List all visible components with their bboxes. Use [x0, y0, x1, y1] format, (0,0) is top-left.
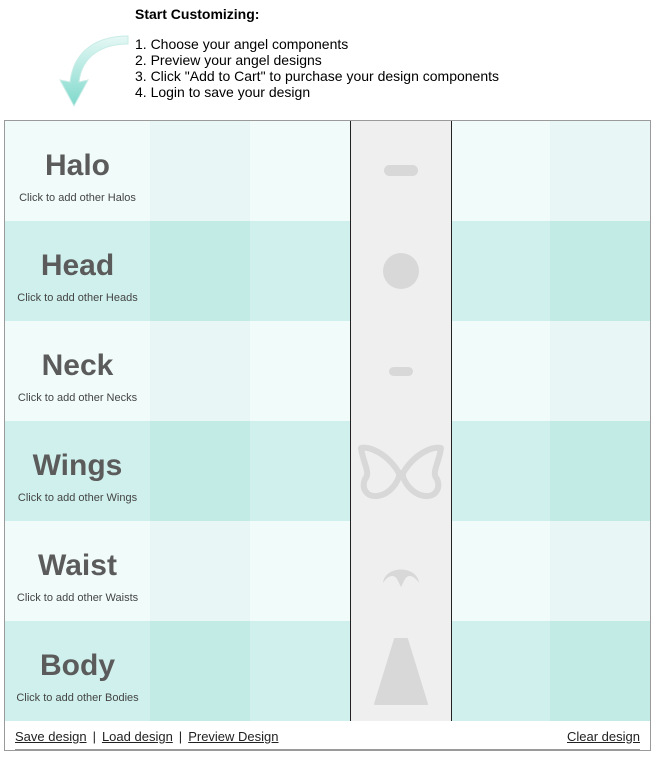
- component-add-link[interactable]: Click to add other Waists: [16, 592, 139, 604]
- instruction-steps: [135, 36, 499, 100]
- option-slot[interactable]: [150, 621, 250, 721]
- option-slot[interactable]: [550, 521, 650, 621]
- component-title: Body: [40, 649, 115, 682]
- component-row-waist: [5, 521, 650, 621]
- component-title: Wings: [32, 449, 123, 482]
- waist-icon: [383, 570, 419, 588]
- preview-design-link[interactable]: Preview Design: [188, 729, 279, 744]
- option-slot[interactable]: [550, 621, 650, 721]
- neck-icon: [389, 367, 413, 376]
- option-slot[interactable]: [150, 421, 250, 521]
- component-add-link[interactable]: Click to add other Bodies: [16, 692, 139, 704]
- builder-footer: [5, 721, 650, 750]
- component-title: Head: [40, 249, 115, 282]
- curved-arrow-icon: [52, 30, 132, 110]
- divider: [15, 749, 640, 750]
- load-design-link[interactable]: Load design: [101, 729, 173, 744]
- option-slot[interactable]: [550, 221, 650, 321]
- component-row-head: [5, 221, 650, 321]
- component-row-neck: [5, 321, 650, 421]
- neck-selector[interactable]: [5, 321, 150, 421]
- design-actions: [15, 729, 279, 744]
- instruction-step: 4. Login to save your design: [135, 84, 311, 100]
- save-design-link[interactable]: Save design: [15, 729, 87, 744]
- component-add-link[interactable]: Click to add other Necks: [17, 392, 138, 404]
- angel-preview: [350, 121, 452, 721]
- option-slot[interactable]: [150, 521, 250, 621]
- component-add-link[interactable]: Click to add other Heads: [17, 292, 138, 304]
- angel-builder: [4, 120, 651, 751]
- wings-icon: [361, 448, 441, 496]
- body-icon: [375, 639, 427, 704]
- option-slot[interactable]: [150, 321, 250, 421]
- head-icon: [383, 253, 419, 289]
- component-add-link[interactable]: Click to add other Wings: [17, 492, 138, 504]
- separator: |: [92, 729, 96, 744]
- intro-title: Start Customizing:: [135, 6, 260, 22]
- clear-design-link[interactable]: Clear design: [567, 729, 640, 744]
- body-selector[interactable]: [5, 621, 150, 721]
- option-slot[interactable]: [150, 121, 250, 221]
- head-selector[interactable]: [5, 221, 150, 321]
- option-slot[interactable]: [550, 421, 650, 521]
- component-title: Halo: [44, 149, 110, 182]
- option-slot[interactable]: [150, 221, 250, 321]
- instruction-step: 2. Preview your angel designs: [135, 52, 322, 68]
- halo-icon: [384, 165, 418, 176]
- separator: |: [178, 729, 183, 744]
- wings-selector[interactable]: [5, 421, 150, 521]
- waist-selector[interactable]: [5, 521, 150, 621]
- option-slot[interactable]: [550, 121, 650, 221]
- component-add-link[interactable]: Click to add other Halos: [19, 192, 136, 204]
- option-slot[interactable]: [550, 321, 650, 421]
- component-title: Waist: [38, 549, 117, 582]
- instruction-step: 1. Choose your angel components: [135, 36, 349, 52]
- halo-selector[interactable]: [5, 121, 150, 221]
- component-title: Neck: [41, 349, 114, 382]
- component-row-halo: [5, 121, 650, 221]
- component-row-body: [5, 621, 650, 721]
- component-row-wings: [5, 421, 650, 521]
- instruction-step: 3. Click "Add to Cart" to purchase your design components: [135, 68, 500, 84]
